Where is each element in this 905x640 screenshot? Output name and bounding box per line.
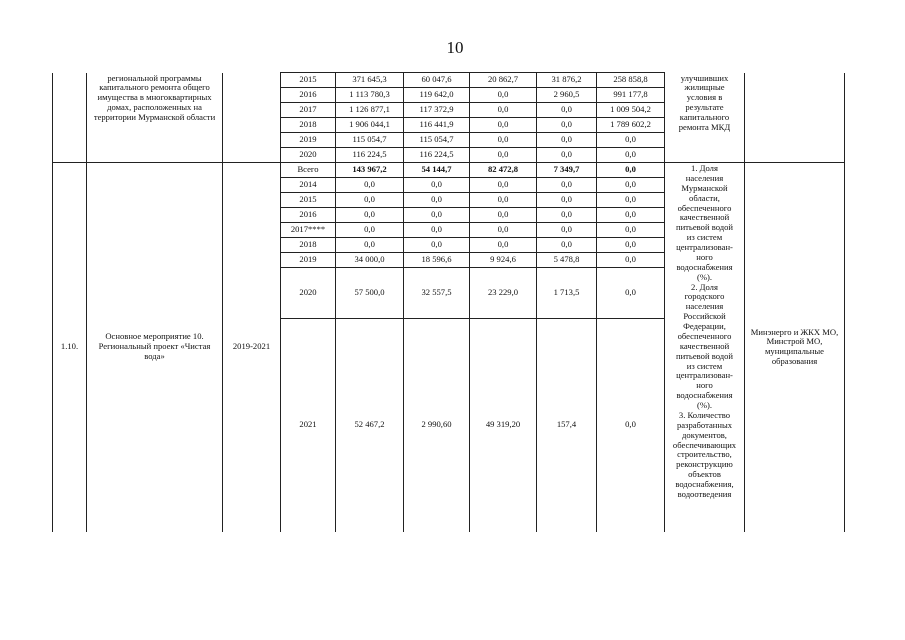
value-cell: 116 441,9: [404, 118, 470, 133]
executors-cell: [745, 73, 845, 163]
year-cell: Всего: [281, 163, 336, 178]
total-row: [53, 163, 887, 178]
executors-cell: [745, 163, 845, 532]
value-cell: 0,0: [404, 208, 470, 223]
value-cell: 0,0: [597, 163, 665, 178]
value-cell: 0,0: [404, 223, 470, 238]
value-cell: 18 596,6: [404, 253, 470, 268]
value-cell: 60 047,6: [404, 73, 470, 88]
value-cell: 5 478,8: [537, 253, 597, 268]
year-cell: 2017: [281, 103, 336, 118]
value-cell: 0,0: [597, 178, 665, 193]
value-cell: 0,0: [470, 223, 537, 238]
year-cell: 2016: [281, 208, 336, 223]
total-cell: 143 967,2: [336, 163, 404, 178]
value-cell: 117 372,9: [404, 103, 470, 118]
value-cell: 49 319,20: [470, 319, 537, 532]
value-cell: 0,0: [597, 193, 665, 208]
value-cell: 20 862,7: [470, 73, 537, 88]
period-cell: 2019-2021: [223, 163, 281, 532]
year-cell: 2017****: [281, 223, 336, 238]
value-cell: 991 177,8: [597, 88, 665, 103]
year-cell: 2014: [281, 178, 336, 193]
indicators-text: 1. Доля населения Мурманской области, обеспеченного качественной питьевой водой из систем централизован- ного водоснабжения (%). 2. Доля городского населения Российской Федерации, обеспеченного качественной питьевой водой из систем централизован- ного водоснабжения (%). 3. Количество разработанных документов, обеспечивающих строительство, реконструкцию объектов водоснабжения, водоотведения: [672, 163, 737, 499]
indicators-cell: [665, 73, 745, 163]
table-row: [53, 73, 887, 88]
period-cell: [223, 73, 281, 163]
row-number-cell: [53, 73, 87, 163]
year-cell: 2020: [281, 268, 336, 319]
total-cell: 0,0: [336, 178, 404, 193]
program-table: [52, 72, 887, 532]
value-cell: 0,0: [470, 118, 537, 133]
value-cell: 0,0: [537, 193, 597, 208]
value-cell: 2 990,60: [404, 319, 470, 532]
total-cell: 0,0: [336, 223, 404, 238]
value-cell: 0,0: [470, 238, 537, 253]
total-cell: 57 500,0: [336, 268, 404, 319]
year-cell: 2021: [281, 319, 336, 532]
total-cell: 1 906 044,1: [336, 118, 404, 133]
indicators-cell: [665, 163, 745, 532]
total-cell: 371 645,3: [336, 73, 404, 88]
value-cell: 0,0: [470, 88, 537, 103]
value-cell: 0,0: [404, 238, 470, 253]
value-cell: 0,0: [597, 268, 665, 319]
value-cell: 0,0: [537, 208, 597, 223]
value-cell: 0,0: [537, 178, 597, 193]
value-cell: 9 924,6: [470, 253, 537, 268]
value-cell: 258 858,8: [597, 73, 665, 88]
total-cell: 0,0: [336, 208, 404, 223]
total-cell: 116 224,5: [336, 148, 404, 163]
value-cell: 32 557,5: [404, 268, 470, 319]
executors-text: Минэнерго и ЖКХ МО, Минстрой МО, муниципальные образования: [750, 326, 839, 367]
value-cell: 0,0: [470, 208, 537, 223]
value-cell: 0,0: [470, 148, 537, 163]
measure-description: [87, 163, 223, 532]
value-cell: 0,0: [470, 178, 537, 193]
value-cell: 0,0: [404, 178, 470, 193]
year-cell: 2018: [281, 118, 336, 133]
value-cell: 0,0: [597, 238, 665, 253]
measure-description-text: Основное мероприятие 10. Региональный проект «Чистая вода»: [98, 331, 211, 362]
value-cell: 1 789 602,2: [597, 118, 665, 133]
value-cell: 54 144,7: [404, 163, 470, 178]
year-cell: 2019: [281, 133, 336, 148]
value-cell: 0,0: [597, 148, 665, 163]
value-cell: 0,0: [597, 253, 665, 268]
indicators-text: улучшивших жилищные условия в результате капитального ремонта МКД: [678, 72, 731, 132]
year-cell: 2020: [281, 148, 336, 163]
measure-description-text: региональной программы капитального ремонта общего имущества в многоквартирных домах, расположенных на территории Мурманской области: [93, 72, 216, 122]
value-cell: 82 472,8: [470, 163, 537, 178]
value-cell: 1 713,5: [537, 268, 597, 319]
value-cell: 0,0: [537, 223, 597, 238]
value-cell: 0,0: [470, 133, 537, 148]
value-cell: 1 009 504,2: [597, 103, 665, 118]
value-cell: 7 349,7: [537, 163, 597, 178]
total-cell: 115 054,7: [336, 133, 404, 148]
value-cell: 157,4: [537, 319, 597, 532]
value-cell: 0,0: [597, 133, 665, 148]
total-cell: 0,0: [336, 193, 404, 208]
total-cell: 0,0: [336, 238, 404, 253]
year-cell: 2019: [281, 253, 336, 268]
value-cell: 0,0: [537, 238, 597, 253]
year-cell: 2015: [281, 193, 336, 208]
total-cell: 1 113 780,3: [336, 88, 404, 103]
value-cell: 0,0: [537, 103, 597, 118]
value-cell: 0,0: [404, 193, 470, 208]
value-cell: 0,0: [597, 223, 665, 238]
value-cell: 2 960,5: [537, 88, 597, 103]
value-cell: 0,0: [470, 193, 537, 208]
value-cell: 31 876,2: [537, 73, 597, 88]
value-cell: 0,0: [597, 319, 665, 532]
year-cell: 2018: [281, 238, 336, 253]
value-cell: 0,0: [537, 148, 597, 163]
value-cell: 23 229,0: [470, 268, 537, 319]
measure-description: [87, 73, 223, 163]
year-cell: 2015: [281, 73, 336, 88]
total-cell: 52 467,2: [336, 319, 404, 532]
value-cell: 119 642,0: [404, 88, 470, 103]
year-cell: 2016: [281, 88, 336, 103]
value-cell: 0,0: [597, 208, 665, 223]
page-number: 10: [446, 38, 464, 57]
value-cell: 116 224,5: [404, 148, 470, 163]
row-number-cell: 1.10.: [53, 163, 87, 532]
blank-column: [845, 73, 887, 319]
value-cell: 115 054,7: [404, 133, 470, 148]
value-cell: 0,0: [537, 133, 597, 148]
value-cell: 0,0: [470, 103, 537, 118]
value-cell: 0,0: [537, 118, 597, 133]
total-cell: 34 000,0: [336, 253, 404, 268]
total-cell: 1 126 877,1: [336, 103, 404, 118]
